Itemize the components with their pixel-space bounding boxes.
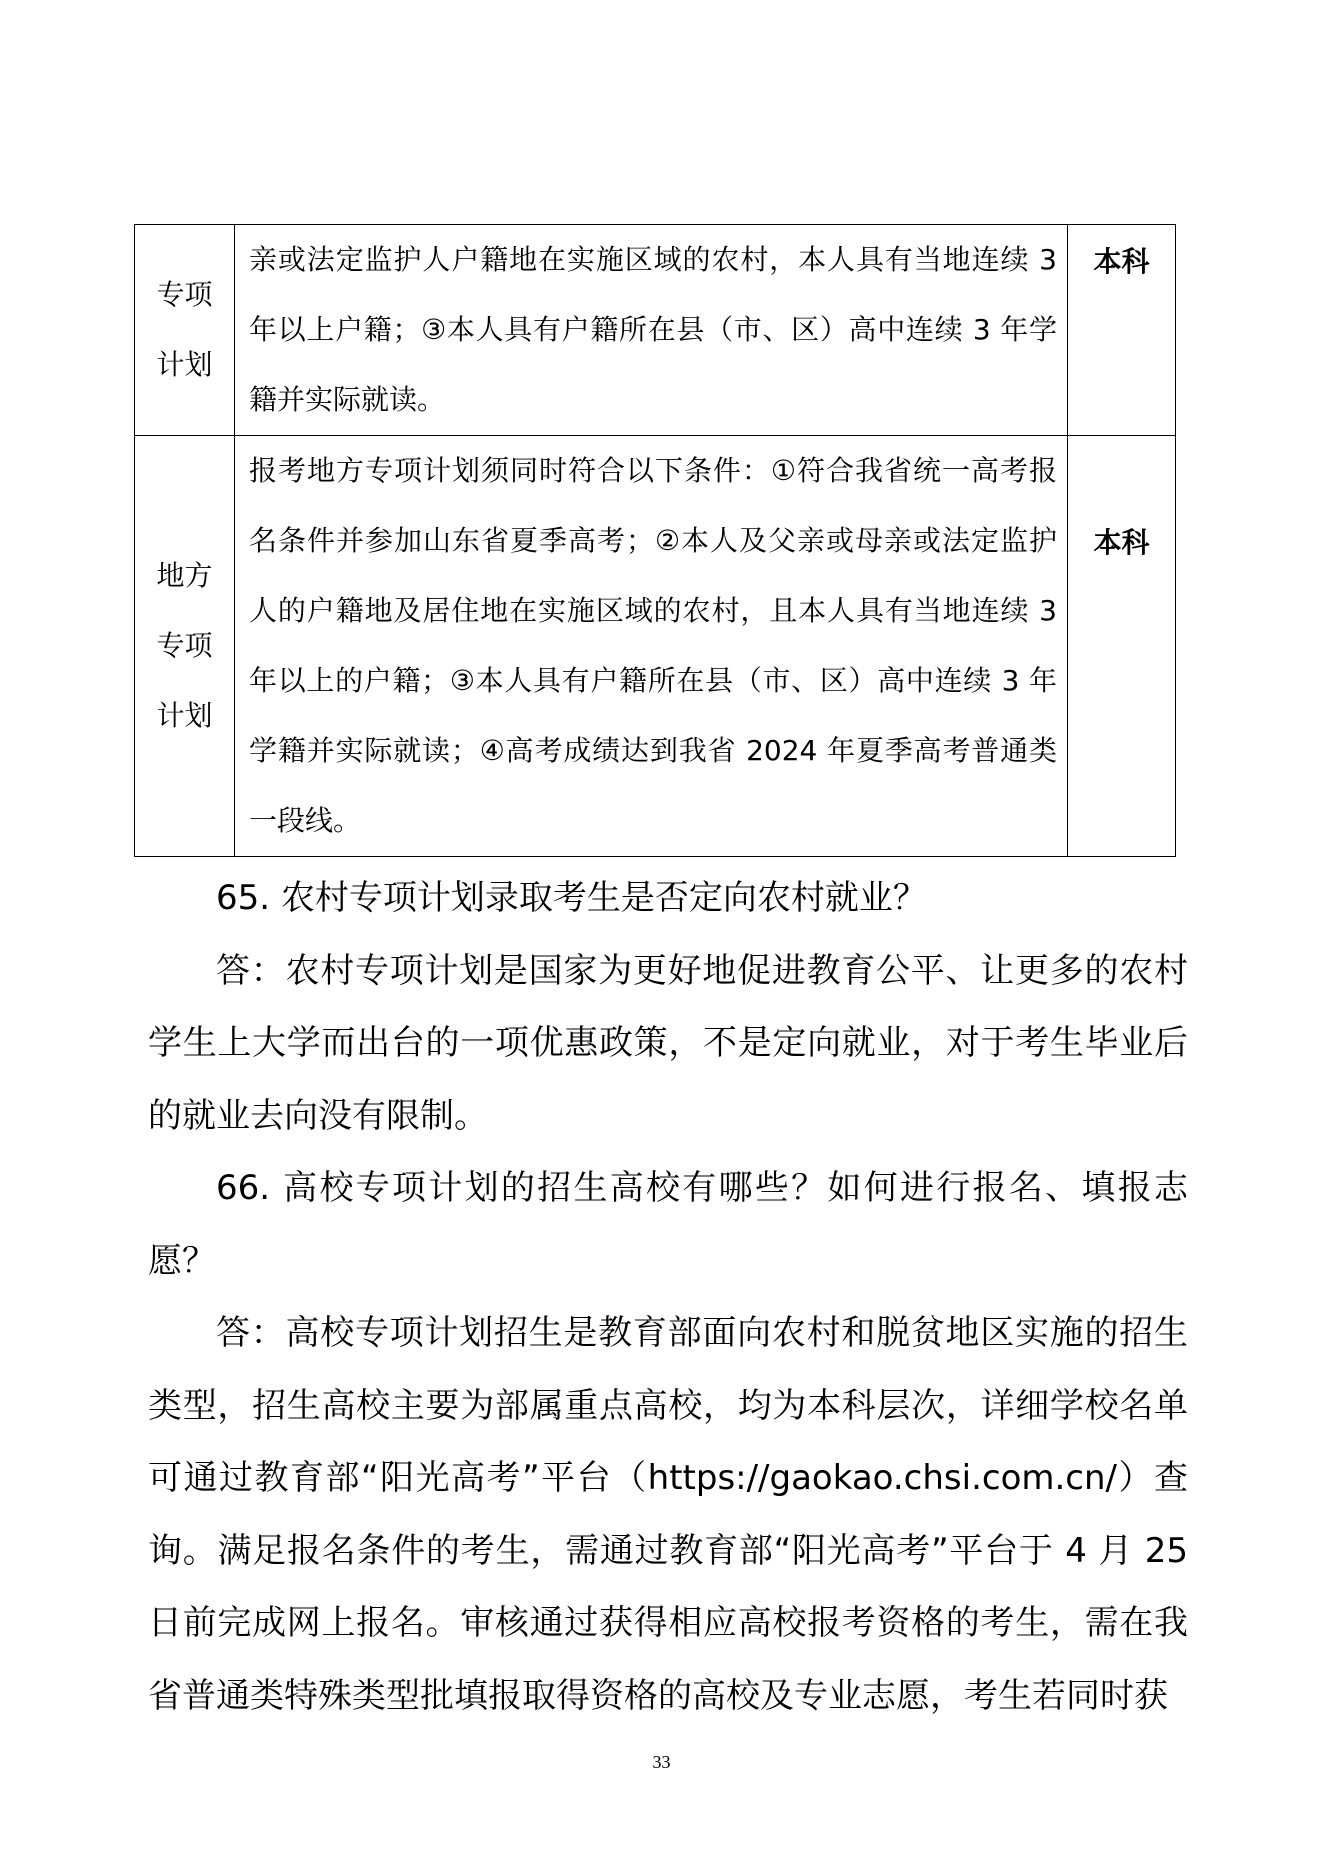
page-number: 33: [652, 1752, 671, 1772]
category-line: 计划: [156, 699, 213, 732]
question-65: 65. 农村专项计划录取考生是否定向农村就业？: [216, 878, 927, 918]
answer-65: 答：农村专项计划是国家为更好地促进教育公平、让更多的农村学生上大学而出台的一项优惠政策，不是定向就业，对于考生毕业后的就业去向没有限制。: [148, 950, 1188, 1136]
plan-condition-cell: 报考地方专项计划须同时符合以下条件：①符合我省统一高考报名条件并参加山东省夏季高考；②本人及父亲或母亲或法定监护人的户籍地及居住地在实施区域的农村，且本人具有当地连续 3 年以上的户籍；③本人具有户籍所在县（市、区）高中连续 3 年学籍并实际就读；④高考成绩达到我省 2024 年夏季高考普通类一段线。: [235, 436, 1068, 857]
plan-level-cell: 本科: [1068, 225, 1176, 436]
category-line: 专项: [156, 278, 213, 311]
question-66: 66. 高校专项计划的招生高校有哪些？如何进行报名、填报志愿？: [148, 1168, 1188, 1281]
body-text: [148, 862, 1188, 1732]
table-row: [135, 225, 1176, 436]
category-line: 专项: [156, 629, 213, 662]
category-line: 地方: [156, 559, 213, 592]
plan-category-cell: [135, 225, 235, 436]
category-line: 计划: [156, 348, 213, 381]
plan-level-cell: 本科: [1068, 436, 1176, 857]
table-row: [135, 436, 1176, 857]
plan-category-cell: [135, 436, 235, 857]
enrollment-plan-table: [134, 224, 1176, 857]
plan-condition-cell: 亲或法定监护人户籍地在实施区域的农村，本人具有当地连续 3 年以上户籍；③本人具有户籍所在县（市、区）高中连续 3 年学籍并实际就读。: [235, 225, 1068, 436]
answer-66: 答：高校专项计划招生是教育部面向农村和脱贫地区实施的招生类型，招生高校主要为部属重点高校，均为本科层次，详细学校名单可通过教育部“阳光高考”平台（https://gaokao.chsi.com.cn/）查询。满足报名条件的考生，需通过教育部“阳光高考”平台于 4 月 25 日前完成网上报名。审核通过获得相应高校报考资格的考生，需在我省普通类特殊类型批填报取得资格的高校及专业志愿，考生若同时获: [148, 1313, 1188, 1716]
